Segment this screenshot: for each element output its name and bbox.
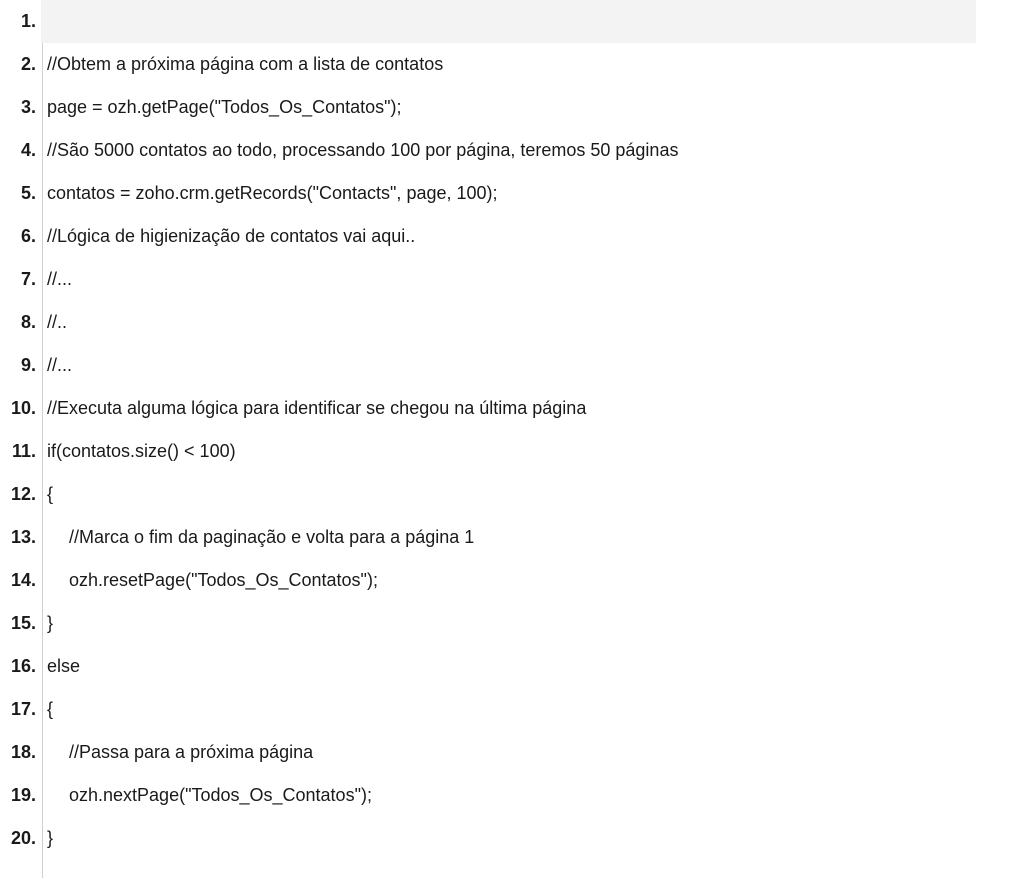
line-number: 14. xyxy=(10,570,36,590)
code-line[interactable] xyxy=(0,688,1024,731)
code-text[interactable]: ozh.nextPage("Todos_Os_Contatos"); xyxy=(69,785,372,805)
code-text[interactable]: //São 5000 contatos ao todo, processando 100 por página, teremos 50 páginas xyxy=(47,140,679,160)
code-text[interactable]: //Lógica de higienização de contatos vai aqui.. xyxy=(47,226,416,246)
code-text[interactable]: } xyxy=(47,828,54,848)
line-number: 17. xyxy=(10,699,36,719)
code-line[interactable] xyxy=(0,43,1024,86)
line-number: 20. xyxy=(10,828,36,848)
code-line[interactable] xyxy=(0,344,1024,387)
code-text[interactable]: else xyxy=(47,656,81,676)
line-number: 19. xyxy=(10,785,36,805)
code-text[interactable]: //Marca o fim da paginação e volta para a página 1 xyxy=(69,527,475,547)
line-number: 5. xyxy=(20,183,36,203)
code-text[interactable]: { xyxy=(47,699,54,719)
line-number: 16. xyxy=(10,656,36,676)
code-text[interactable]: { xyxy=(47,484,54,504)
code-text[interactable]: //... xyxy=(47,269,73,289)
code-text[interactable]: if(contatos.size() < 100) xyxy=(47,441,236,461)
code-line[interactable] xyxy=(0,817,1024,860)
code-line[interactable] xyxy=(0,86,1024,129)
line-number: 4. xyxy=(20,140,36,160)
line-number: 18. xyxy=(10,742,36,762)
line-number: 10. xyxy=(10,398,36,418)
line-number: 2. xyxy=(20,54,36,74)
code-text[interactable]: //Executa alguma lógica para identificar se chegou na última página xyxy=(47,398,587,418)
code-line[interactable] xyxy=(0,645,1024,688)
line-number: 6. xyxy=(20,226,36,246)
code-line[interactable] xyxy=(0,516,1024,559)
code-line[interactable] xyxy=(0,430,1024,473)
line-number: 3. xyxy=(20,97,36,117)
code-line[interactable] xyxy=(0,129,1024,172)
code-text[interactable]: contatos = zoho.crm.getRecords("Contacts", page, 100); xyxy=(47,183,498,203)
code-line[interactable] xyxy=(0,731,1024,774)
code-text[interactable]: page = ozh.getPage("Todos_Os_Contatos"); xyxy=(47,97,402,117)
code-text[interactable]: //Obtem a próxima página com a lista de contatos xyxy=(47,54,444,74)
code-text[interactable]: } xyxy=(47,613,54,633)
line-number: 12. xyxy=(10,484,36,504)
code-text[interactable] xyxy=(41,0,976,43)
code-text[interactable]: ozh.resetPage("Todos_Os_Contatos"); xyxy=(69,570,378,590)
code-line[interactable] xyxy=(0,0,1024,43)
code-line[interactable] xyxy=(0,301,1024,344)
line-number: 11. xyxy=(11,441,36,461)
code-line[interactable] xyxy=(0,215,1024,258)
line-number: 7. xyxy=(20,269,36,289)
code-text[interactable]: //... xyxy=(47,355,73,375)
line-number: 9. xyxy=(20,355,36,375)
code-text[interactable]: //.. xyxy=(47,312,68,332)
line-number: 13. xyxy=(10,527,36,547)
line-number: 15. xyxy=(10,613,36,633)
code-line[interactable] xyxy=(0,172,1024,215)
line-number: 8. xyxy=(20,312,36,332)
code-line[interactable] xyxy=(0,602,1024,645)
line-number: 1. xyxy=(20,11,36,31)
code-line[interactable] xyxy=(0,387,1024,430)
code-line[interactable] xyxy=(0,559,1024,602)
code-line[interactable] xyxy=(0,473,1024,516)
code-line[interactable] xyxy=(0,258,1024,301)
code-text[interactable]: //Passa para a próxima página xyxy=(69,742,314,762)
code-line[interactable] xyxy=(0,774,1024,817)
